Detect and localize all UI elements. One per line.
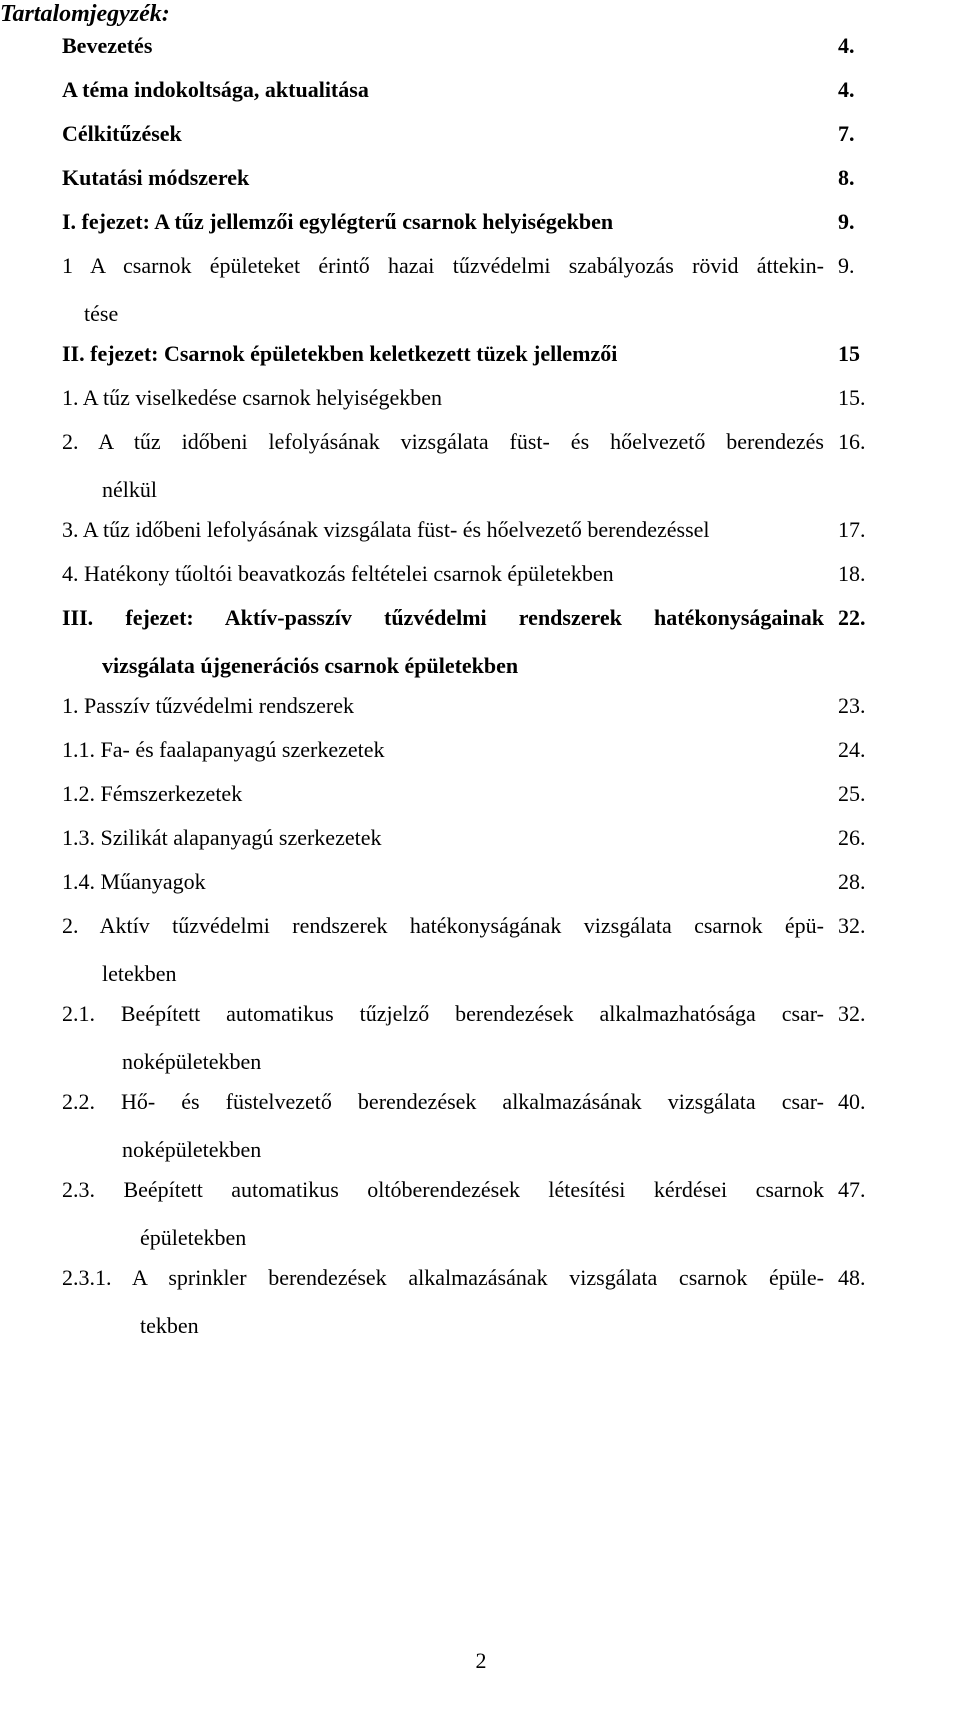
toc-entry-line: 1. Passzív tűzvédelmi rendszerek	[62, 693, 355, 718]
toc-entry-line: 1.4. Műanyagok	[62, 869, 206, 894]
toc-entry-line: Bevezetés	[62, 33, 153, 58]
toc-entry-page: 18.	[838, 561, 866, 586]
toc-entry-title	[62, 682, 824, 730]
toc-entry-line: 1. A tűz viselkedése csarnok helyiségekben	[62, 385, 443, 410]
toc-entry-title	[62, 594, 824, 690]
toc-entry-line: 1.2. Fémszerkezetek	[62, 781, 243, 806]
toc-entry-line: noképületekben	[122, 1137, 262, 1162]
page-title: Tartalomjegyzék:	[0, 1, 170, 27]
toc-entry-title	[62, 1166, 824, 1262]
toc-entry-page: 15.	[838, 385, 866, 410]
toc-entry-line: 2. A tűz időbeni lefolyásának vizsgálata füst- és hőelvezető berendezés	[62, 429, 824, 454]
toc-entry-line: vizsgálata újgenerációs csarnok épületekben	[102, 653, 519, 678]
toc-entry-title	[62, 110, 824, 158]
toc-entry-title	[62, 1078, 824, 1174]
toc-entry-page: 24.	[838, 737, 866, 762]
toc-entry-line: 4. Hatékony tűoltói beavatkozás feltételei csarnok épületekben	[62, 561, 614, 586]
toc-entry-title	[62, 66, 824, 114]
toc-entry-line: 3. A tűz időbeni lefolyásának vizsgálata füst- és hőelvezető berendezéssel	[62, 517, 710, 542]
toc-entry-line: tése	[84, 301, 119, 326]
toc-entry-line: letekben	[102, 961, 177, 986]
toc-entry-line: III. fejezet: Aktív-passzív tűzvédelmi rendszerek hatékonyságainak	[62, 605, 824, 630]
toc-entry-title	[62, 1254, 824, 1350]
toc-entry-page: 26.	[838, 825, 866, 850]
toc-entry-title	[62, 374, 824, 422]
toc-entry-title	[62, 198, 824, 246]
toc-entry-title	[62, 506, 824, 554]
toc-entry-page: 7.	[838, 121, 855, 146]
toc-entry-page: 32.	[838, 1001, 866, 1026]
toc-entry-line: 1.1. Fa- és faalapanyagú szerkezetek	[62, 737, 385, 762]
toc-entry-line: 2.1. Beépített automatikus tűzjelző berendezések alkalmazhatósága csar-	[62, 1001, 824, 1026]
toc-entry-line: 2.3.1. A sprinkler berendezések alkalmazásának vizsgálata csarnok épüle-	[62, 1265, 824, 1290]
toc-entry-line: II. fejezet: Csarnok épületekben keletkezett tüzek jellemzői	[62, 341, 618, 366]
toc-entry-page: 32.	[838, 913, 866, 938]
toc-entry-line: 2.3. Beépített automatikus oltóberendezések létesítési kérdései csarnok	[62, 1177, 824, 1202]
toc-entry-page: 17.	[838, 517, 866, 542]
toc-entry-page: 9.	[838, 209, 855, 234]
toc-entry-line: nélkül	[102, 477, 157, 502]
toc-entry-title	[62, 726, 824, 774]
toc-entry-page: 28.	[838, 869, 866, 894]
toc-entry-title	[62, 22, 824, 70]
toc-entry-line: 2. Aktív tűzvédelmi rendszerek hatékonyságának vizsgálata csarnok épü-	[62, 913, 824, 938]
toc-entry-line: tekben	[140, 1313, 199, 1338]
toc-entry-title	[62, 990, 824, 1086]
toc-entry-page: 15	[838, 341, 860, 366]
toc-entry-page: 23.	[838, 693, 866, 718]
page-number: 2	[475, 1648, 487, 1673]
toc-entry-page: 16.	[838, 429, 866, 454]
toc-entry-title	[62, 902, 824, 998]
toc-entry-title	[62, 858, 824, 906]
toc-entry-page: 48.	[838, 1265, 866, 1290]
toc-entry-title	[62, 814, 824, 862]
toc-entry-page: 9.	[838, 253, 855, 278]
toc-entry-line: I. fejezet: A tűz jellemzői egylégterű csarnok helyiségekben	[62, 209, 614, 234]
toc-entry-page: 4.	[838, 33, 855, 58]
toc-entry-title	[62, 330, 824, 378]
toc-entry-page: 25.	[838, 781, 866, 806]
toc-entry-title	[62, 242, 824, 338]
toc-entry-line: 2.2. Hő- és füstelvezető berendezések alkalmazásának vizsgálata csar-	[62, 1089, 824, 1114]
toc-entry-line: 1.3. Szilikát alapanyagú szerkezetek	[62, 825, 382, 850]
toc-entry-line: A téma indokoltsága, aktualitása	[62, 77, 369, 102]
toc-entry-page: 40.	[838, 1089, 866, 1114]
toc-entry-title	[62, 550, 824, 598]
toc-entry-line: épületekben	[140, 1225, 247, 1250]
toc-entry-line: noképületekben	[122, 1049, 262, 1074]
toc-entry-line: Kutatási módszerek	[62, 165, 250, 190]
toc-entry-page: 47.	[838, 1177, 866, 1202]
toc-entry-page: 4.	[838, 77, 855, 102]
toc-entry-page: 22.	[838, 605, 866, 630]
toc-entry-title	[62, 418, 824, 514]
toc-entry-page: 8.	[838, 165, 855, 190]
toc-entry-line: 1 A csarnok épületeket érintő hazai tűzvédelmi szabályozás rövid áttekin-	[62, 253, 824, 278]
toc-entry-line: Célkitűzések	[62, 121, 182, 146]
toc-entry-title	[62, 770, 824, 818]
toc-entry-title	[62, 154, 824, 202]
